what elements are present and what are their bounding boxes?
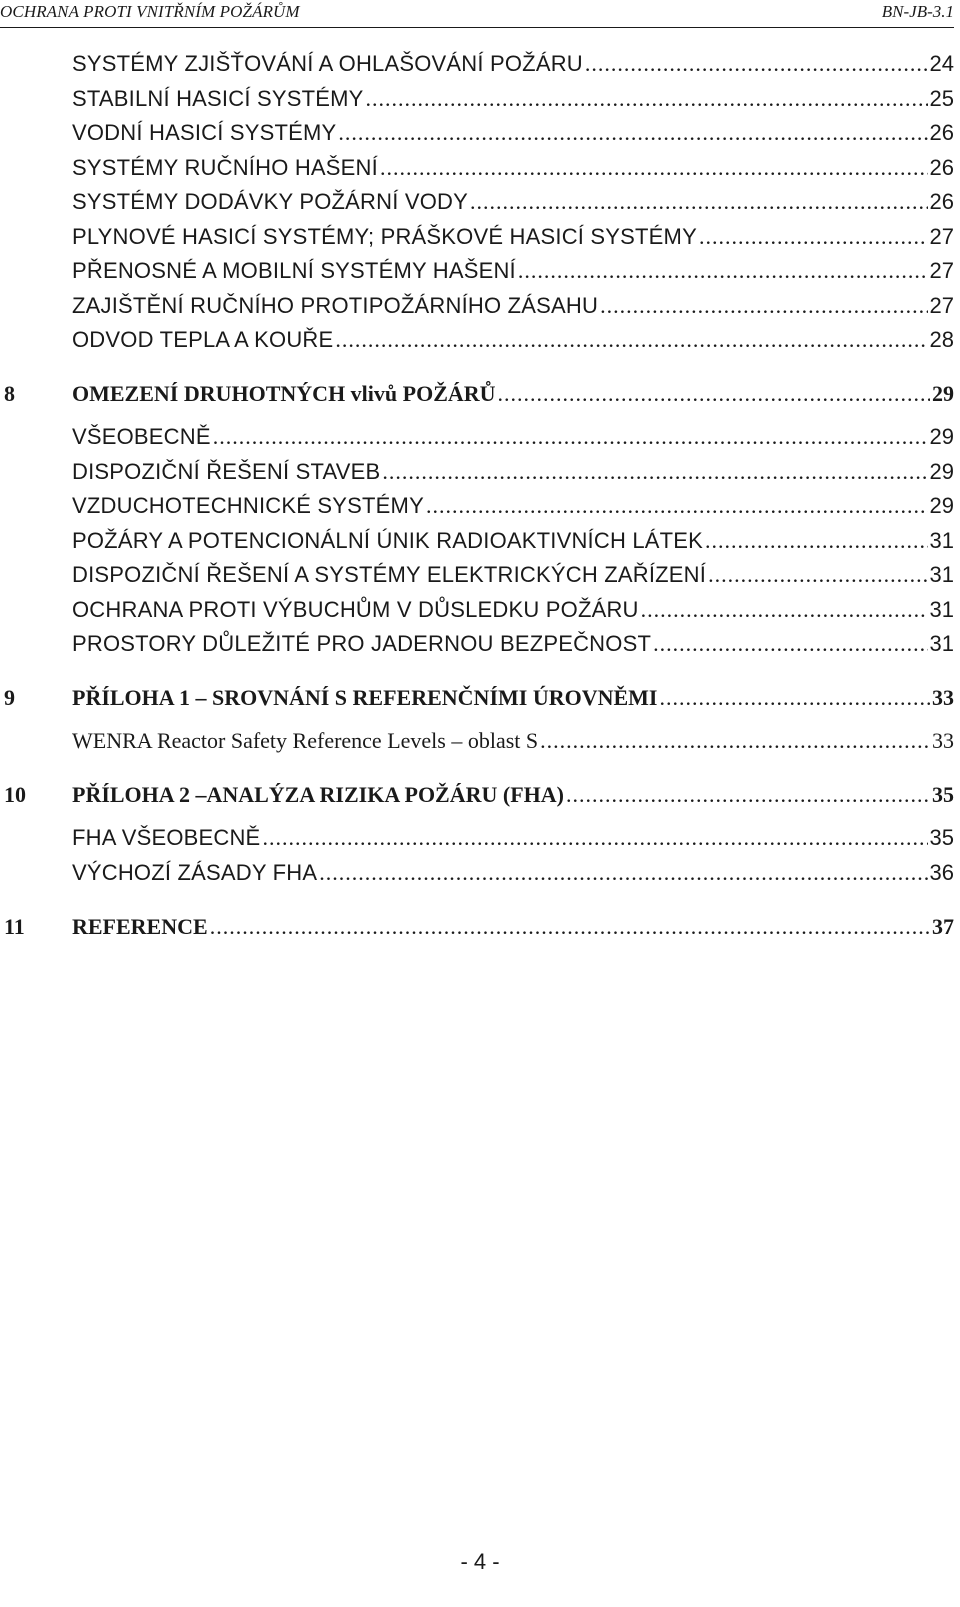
- toc-entry-body: [72, 860, 954, 886]
- toc-entry-body: [72, 914, 954, 940]
- toc-chapter-entry[interactable]: [0, 685, 960, 719]
- toc-page-number: 29: [932, 381, 954, 406]
- toc-dot-leader: [518, 258, 928, 284]
- toc-entry-title: VZDUCHOTECHNICKÉ SYSTÉMY: [72, 493, 424, 518]
- toc-page-number: 26: [929, 120, 954, 145]
- toc-section-entry[interactable]: [0, 224, 960, 258]
- toc-chapter-entry[interactable]: [0, 381, 960, 415]
- toc-entry-body: [72, 51, 954, 77]
- toc-entry-title: OMEZENÍ DRUHOTNÝCH vlivů POŽÁRŮ: [72, 381, 496, 406]
- toc-section-entry[interactable]: [0, 631, 960, 665]
- toc-entry-title: POŽÁRY A POTENCIONÁLNÍ ÚNIK RADIOAKTIVNÍCH LÁTEK: [72, 527, 704, 553]
- toc-dot-leader: [540, 728, 930, 754]
- toc-page-number: 28: [929, 327, 954, 352]
- toc-dot-leader: [365, 86, 927, 112]
- toc-page-number: 26: [929, 154, 954, 180]
- toc-dot-leader: [380, 155, 928, 181]
- toc-section-entry[interactable]: [0, 825, 960, 859]
- toc-section-entry[interactable]: [0, 493, 960, 527]
- toc-entry-title: WENRA Reactor Safety Reference Levels – oblast S: [72, 728, 539, 753]
- toc-entry-title: PŘENOSNÉ A MOBILNÍ SYSTÉMY HAŠENÍ: [72, 258, 516, 283]
- toc-dot-leader: [426, 493, 928, 519]
- toc-entry-body: [72, 258, 954, 284]
- toc-dot-leader: [699, 224, 928, 250]
- toc-dot-leader: [566, 782, 930, 808]
- toc-page-number: 37: [932, 913, 954, 939]
- toc-entry-title: DISPOZIČNÍ ŘEŠENÍ STAVEB: [72, 458, 381, 484]
- toc-page-number: 35: [929, 825, 954, 850]
- toc-page-number: 24: [929, 51, 954, 76]
- header-rule: [0, 27, 954, 28]
- toc-dot-leader: [585, 51, 928, 77]
- toc-entry-body: [72, 825, 954, 851]
- toc-page-number: 31: [929, 596, 954, 622]
- toc-entry-body: [72, 293, 954, 319]
- toc-entry-title: VÝCHOZÍ ZÁSADY FHA: [72, 859, 318, 885]
- header-document-code: BN-JB-3.1: [881, 2, 954, 21]
- toc-dot-leader: [653, 631, 927, 657]
- toc-section-entry[interactable]: [0, 189, 960, 223]
- header-document-title: OCHRANA PROTI VNITŘNÍM POŽÁRŮM: [0, 2, 300, 21]
- toc-chapter-number: 8: [4, 381, 15, 406]
- toc-section-entry[interactable]: [0, 562, 960, 596]
- toc-entry-title: PŘÍLOHA 1 – SROVNÁNÍ S REFERENČNÍMI ÚROVNĚMI: [72, 685, 658, 710]
- toc-page-number: 31: [929, 631, 954, 656]
- toc-entry-body: [72, 86, 954, 112]
- toc-dot-leader: [382, 459, 927, 485]
- toc-entry-body: [72, 424, 954, 450]
- toc-dot-leader: [213, 424, 928, 450]
- toc-page-number: 29: [929, 424, 954, 449]
- toc-entry-body: [72, 631, 954, 657]
- toc-dot-leader: [708, 562, 927, 588]
- toc-dot-leader: [660, 685, 931, 711]
- toc-page-number: 29: [929, 458, 954, 484]
- toc-entry-title: REFERENCE: [72, 913, 208, 939]
- toc-page-number: 27: [929, 258, 954, 283]
- toc-page-number: 31: [929, 527, 954, 553]
- toc-section-entry[interactable]: [0, 51, 960, 85]
- toc-entry-title: DISPOZIČNÍ ŘEŠENÍ A SYSTÉMY ELEKTRICKÝCH ZAŘÍZENÍ: [72, 562, 707, 587]
- toc-dot-leader: [262, 825, 927, 851]
- toc-dot-leader: [338, 120, 927, 146]
- toc-entry-body: [72, 459, 954, 485]
- toc-entry-title: SYSTÉMY RUČNÍHO HAŠENÍ: [72, 154, 378, 180]
- toc-dot-leader: [705, 528, 927, 554]
- toc-section-entry[interactable]: [0, 860, 960, 894]
- toc-chapter-entry[interactable]: [0, 782, 960, 816]
- toc-section-entry[interactable]: [0, 528, 960, 562]
- toc-chapter-number: 10: [4, 782, 26, 807]
- toc-dot-leader: [335, 327, 927, 353]
- toc-page-number: 31: [929, 562, 954, 587]
- toc-section-entry[interactable]: [0, 293, 960, 327]
- toc-entry-body: [72, 327, 954, 353]
- toc-entry-title: ZAJIŠTĚNÍ RUČNÍHO PROTIPOŽÁRNÍHO ZÁSAHU: [72, 292, 599, 318]
- toc-page-number: 33: [932, 685, 954, 710]
- toc-chapter-number: 11: [4, 913, 25, 939]
- toc-section-entry[interactable]: [0, 155, 960, 189]
- toc-section-entry[interactable]: [0, 86, 960, 120]
- toc-entry-title: PLYNOVÉ HASICÍ SYSTÉMY; PRÁŠKOVÉ HASICÍ SYSTÉMY: [72, 223, 697, 249]
- toc-entry-body: [72, 528, 954, 554]
- toc-section-entry[interactable]: [0, 597, 960, 631]
- toc-entry-body: [72, 685, 954, 711]
- toc-page-number: 33: [932, 728, 954, 753]
- toc-page-number: 26: [929, 189, 954, 214]
- toc-chapter-number: 9: [4, 685, 15, 710]
- toc-entry-title: VŠEOBECNĚ: [72, 424, 211, 449]
- toc-entry-body: [72, 562, 954, 588]
- toc-entry-body: [72, 597, 954, 623]
- toc-dot-leader: [319, 860, 927, 886]
- toc-entry-body: [72, 224, 954, 250]
- page-header: [0, 0, 960, 30]
- toc-page-number: 27: [929, 292, 954, 318]
- toc-entry-body: [72, 493, 954, 519]
- toc-dot-leader: [498, 381, 930, 407]
- toc-entry-title: PŘÍLOHA 2 –ANALÝZA RIZIKA POŽÁRU (FHA): [72, 782, 564, 807]
- toc-dot-leader: [641, 597, 928, 623]
- toc-dot-leader: [470, 189, 928, 215]
- toc-entry-title: PROSTORY DŮLEŽITÉ PRO JADERNOU BEZPEČNOST: [72, 631, 652, 656]
- toc-entry-body: [72, 189, 954, 215]
- toc-section-entry[interactable]: [0, 459, 960, 493]
- toc-page-number: 29: [929, 493, 954, 518]
- toc-entry-title: STABILNÍ HASICÍ SYSTÉMY: [72, 85, 364, 111]
- toc-entry-title: SYSTÉMY ZJIŠŤOVÁNÍ A OHLAŠOVÁNÍ POŽÁRU: [72, 51, 583, 76]
- toc-entry-body: [72, 120, 954, 146]
- toc-page-number: 35: [932, 782, 954, 807]
- page-number: - 4 -: [460, 1549, 500, 1574]
- toc-page-number: 27: [929, 223, 954, 249]
- toc-page-number: 36: [929, 859, 954, 885]
- toc-entry-body: [72, 728, 954, 754]
- toc-entry-body: [72, 381, 954, 407]
- toc-section-entry[interactable]: [0, 424, 960, 458]
- toc-page-number: 25: [929, 85, 954, 111]
- toc-entry-title: SYSTÉMY DODÁVKY POŽÁRNÍ VODY: [72, 189, 468, 214]
- toc-entry-title: OCHRANA PROTI VÝBUCHŮM V DŮSLEDKU POŽÁRU: [72, 596, 639, 622]
- toc-chapter-entry[interactable]: [0, 914, 960, 948]
- toc-section-entry[interactable]: [0, 258, 960, 292]
- toc-section-entry[interactable]: [0, 120, 960, 154]
- toc-entry-body: [72, 155, 954, 181]
- toc-entry-body: [72, 782, 954, 808]
- toc-entry-title: FHA VŠEOBECNĚ: [72, 825, 261, 850]
- toc-section-entry[interactable]: [0, 327, 960, 361]
- toc-dot-leader: [600, 293, 927, 319]
- toc-entry-title: ODVOD TEPLA A KOUŘE: [72, 327, 334, 352]
- toc-entry-title: VODNÍ HASICÍ SYSTÉMY: [72, 120, 337, 145]
- toc-section-entry[interactable]: [0, 728, 960, 762]
- toc-dot-leader: [210, 914, 930, 940]
